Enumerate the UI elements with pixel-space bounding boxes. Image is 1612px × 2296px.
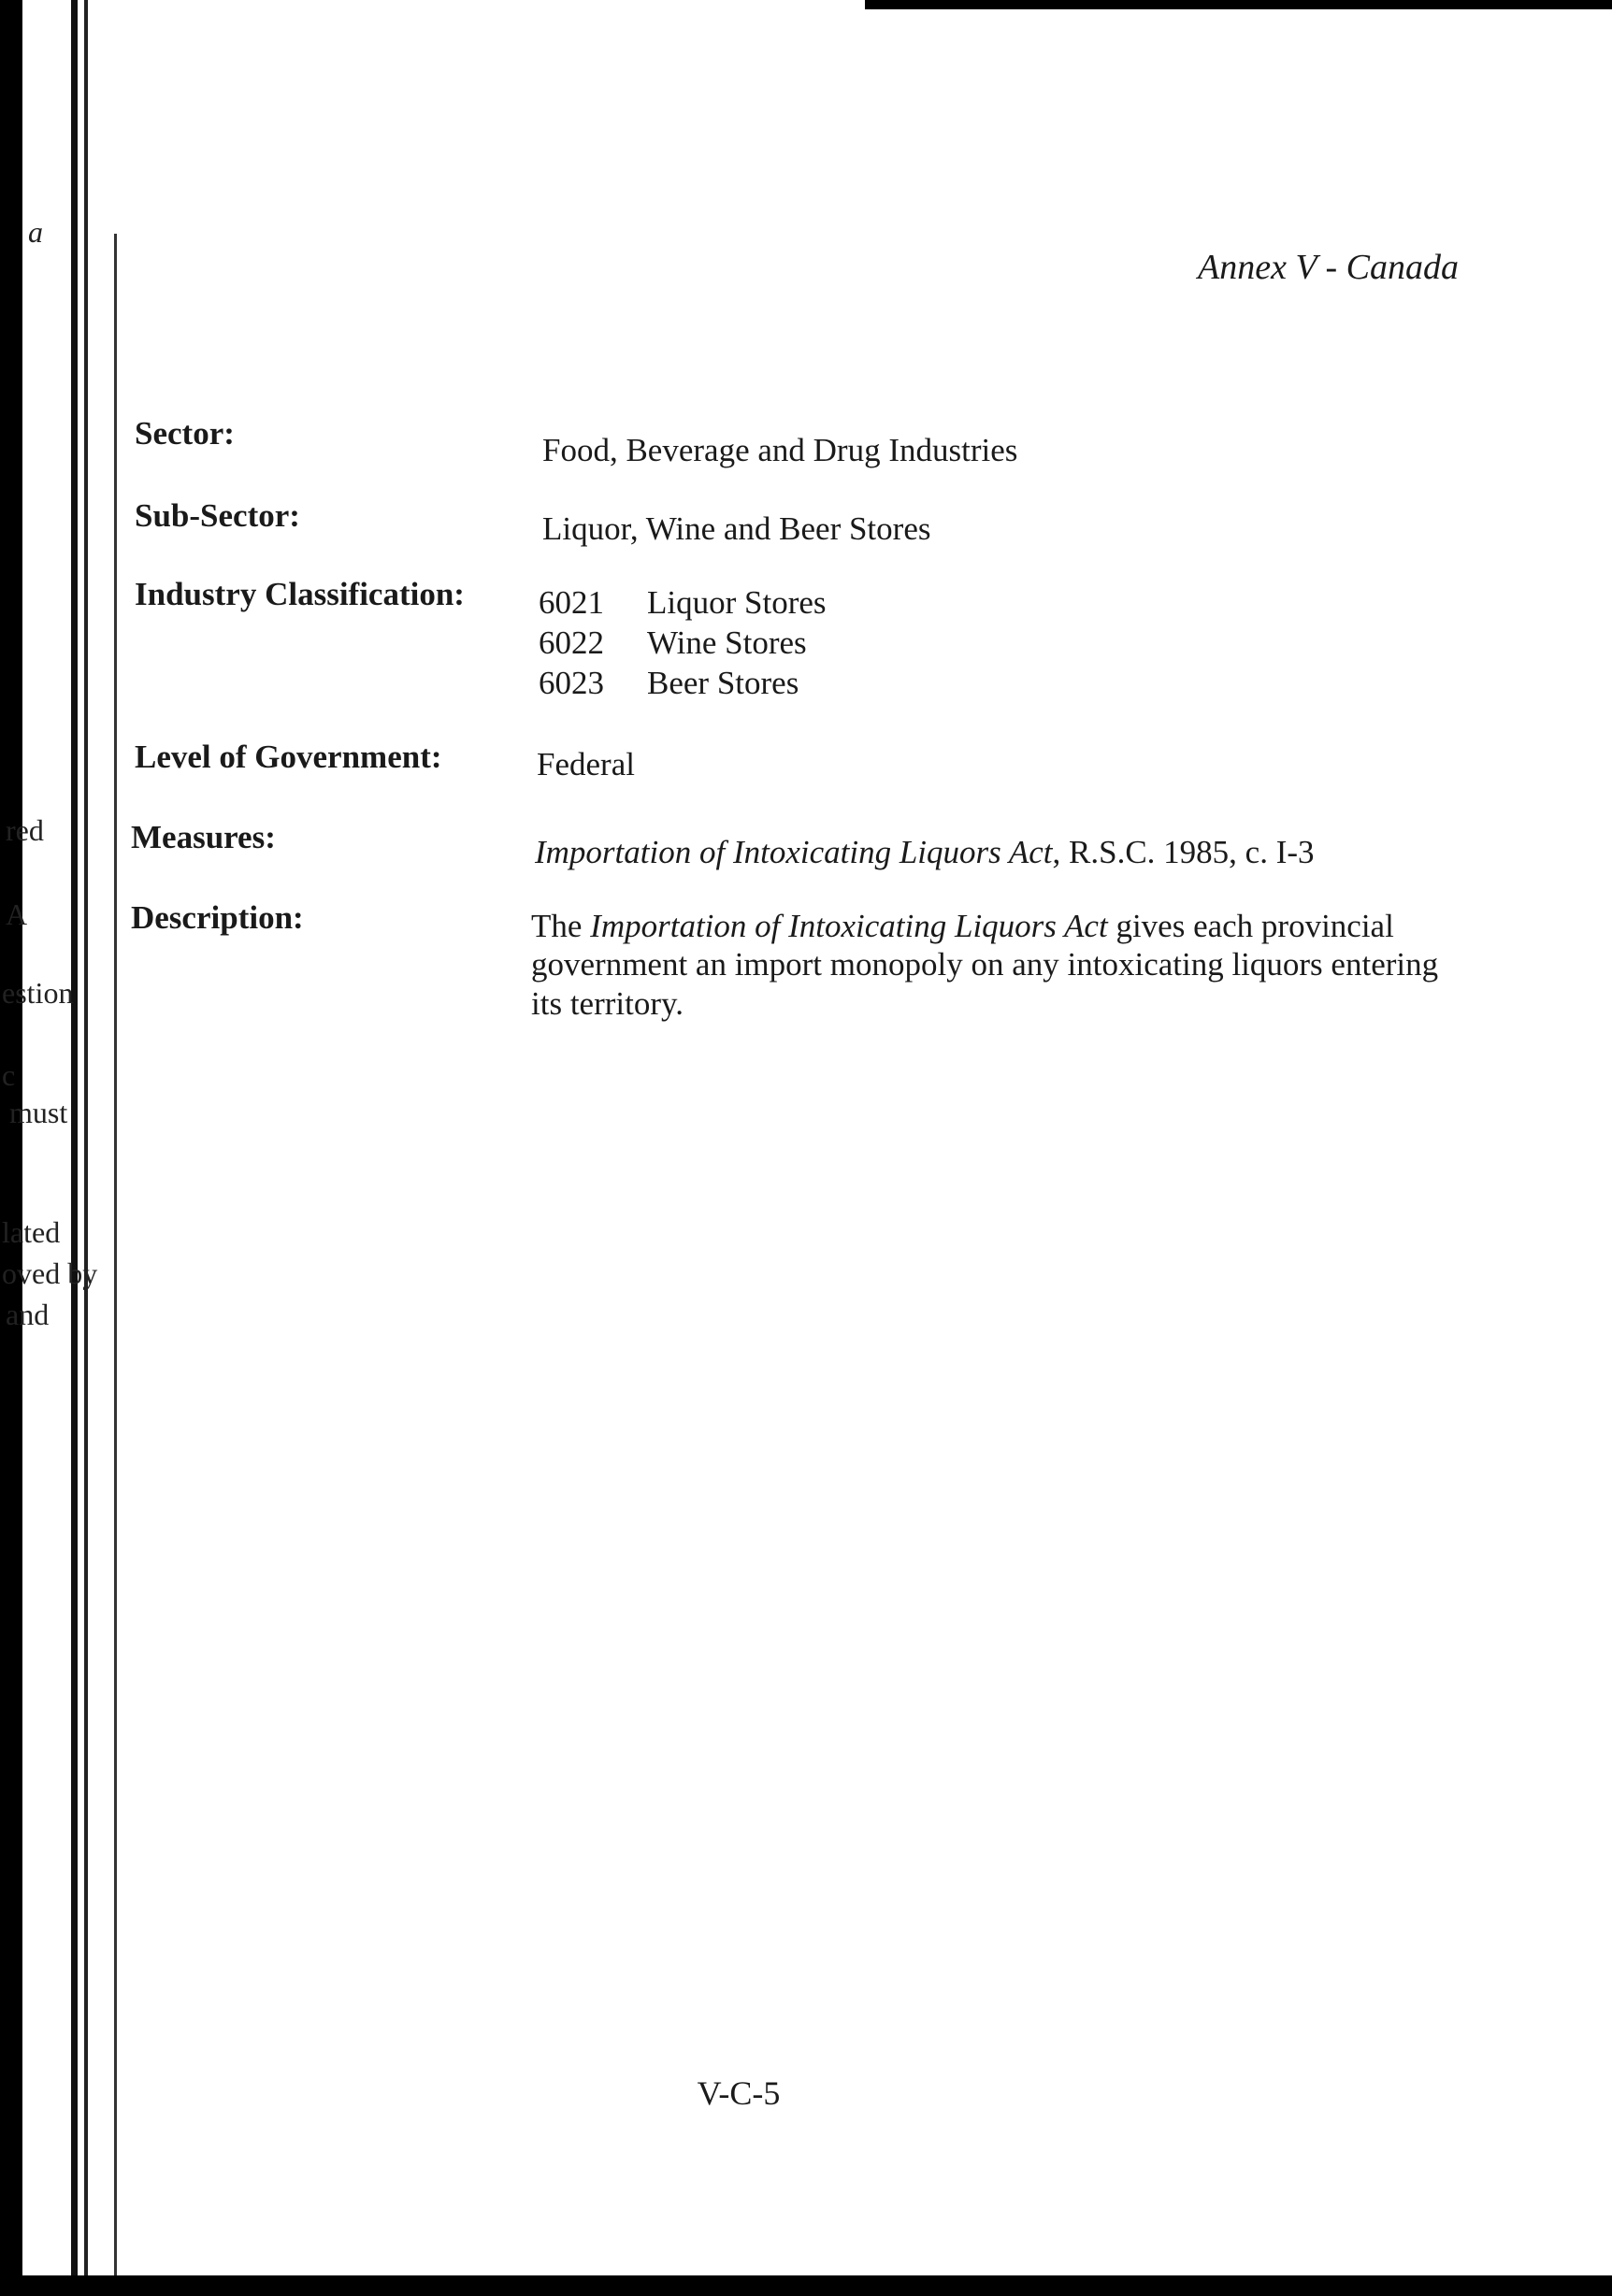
sector-value: Food, Beverage and Drug Industries — [542, 432, 1018, 468]
level-of-government-label: Level of Government: — [135, 739, 442, 775]
bleed-fragment: a — [28, 215, 43, 249]
industry-classification-list — [539, 584, 827, 705]
classification-name: Wine Stores — [647, 624, 807, 661]
binding-line — [84, 0, 88, 2296]
page-number: V-C-5 — [697, 2074, 781, 2112]
measures-value — [535, 834, 1315, 871]
scan-edge-bottom — [0, 2275, 1612, 2296]
classification-row — [539, 584, 827, 624]
measures-label: Measures: — [131, 819, 276, 855]
subsector-label: Sub-Sector: — [135, 497, 300, 534]
description-act-title: Importation of Intoxicating Liquors Act — [590, 908, 1108, 944]
bleed-fragment: must — [9, 1096, 68, 1129]
description-prefix: The — [531, 908, 591, 944]
measures-citation: , R.S.C. 1985, c. I-3 — [1052, 834, 1315, 870]
industry-classification-label: Industry Classification: — [135, 576, 465, 612]
bleed-fragment: lated — [2, 1215, 61, 1249]
bleed-fragment: A — [6, 897, 28, 931]
binding-line — [114, 234, 117, 2296]
classification-name: Beer Stores — [647, 665, 799, 701]
scan-edge-left — [0, 0, 22, 2296]
binding-line — [71, 0, 78, 2296]
sector-label: Sector: — [135, 415, 235, 452]
description-text — [531, 907, 1466, 1023]
measures-act-title: Importation of Intoxicating Liquors Act — [535, 834, 1053, 870]
bleed-fragment: red — [6, 813, 44, 847]
level-of-government-value: Federal — [537, 746, 635, 782]
classification-name: Liquor Stores — [647, 584, 827, 621]
bleed-fragment: estion — [2, 976, 74, 1010]
classification-row — [539, 665, 827, 705]
classification-code: 6023 — [539, 665, 604, 701]
annex-header: Annex V - Canada — [1198, 248, 1459, 287]
bleed-fragment: c — [2, 1058, 16, 1092]
classification-row — [539, 624, 827, 665]
description-label: Description: — [131, 899, 304, 936]
bleed-fragment: oved by — [2, 1256, 98, 1290]
description-body: gives each provincial government an import monopoly on any intoxicating liquors entering its territory. — [531, 908, 1439, 1022]
bleed-fragment: and — [6, 1298, 50, 1331]
classification-code: 6022 — [539, 624, 604, 661]
classification-code: 6021 — [539, 584, 604, 621]
subsector-value: Liquor, Wine and Beer Stores — [542, 510, 931, 547]
scan-edge-top — [865, 0, 1612, 9]
